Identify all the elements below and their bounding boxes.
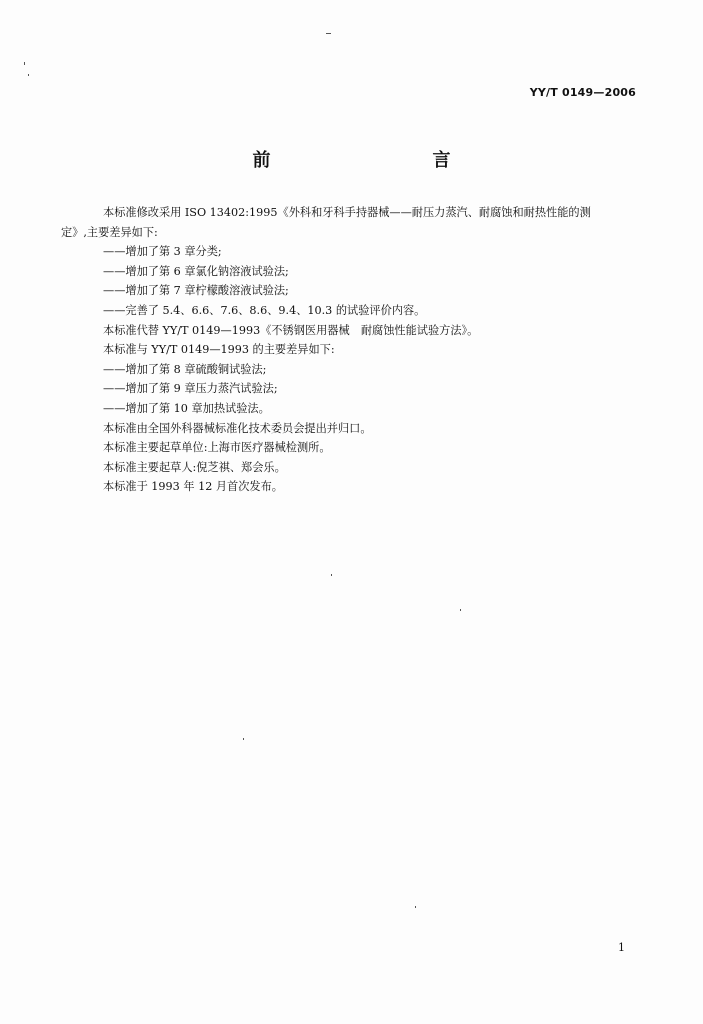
scan-mark [415, 906, 416, 908]
paragraph-drafters: 本标准主要起草人:倪芝祺、郑会乐。 [103, 460, 286, 474]
paragraph-differences: 本标准与 YY/T 0149—1993 的主要差异如下: [103, 343, 335, 357]
list-item: ——完善了 5.4、6.6、7.6、8.6、9.4、10.3 的试验评价内容。 [103, 303, 426, 317]
foreword-body [61, 203, 642, 497]
page-number: 1 [618, 941, 625, 954]
paragraph-adoption: 本标准修改采用 ISO 13402:1995《外科和牙科手持器械——耐压力蒸汽、耐腐蚀和耐热性能的测 [103, 206, 591, 219]
paragraph-replaces: 本标准代替 YY/T 0149—1993《不锈钢医用器械 耐腐蚀性能试验方法》。 [103, 323, 479, 337]
paragraph-proposed-by: 本标准由全国外科器械标准化技术委员会提出并归口。 [103, 421, 372, 435]
paragraph-adoption-cont: 定》,主要差异如下: [61, 225, 158, 239]
scan-mark [326, 33, 331, 34]
scan-mark [28, 74, 29, 76]
list-item: ——增加了第 6 章氯化钠溶液试验法; [103, 264, 289, 278]
page-title: 前 言 [252, 150, 493, 171]
list-item: ——增加了第 3 章分类; [103, 245, 222, 259]
list-item: ——增加了第 7 章柠檬酸溶液试验法; [103, 284, 289, 298]
scan-mark [331, 574, 332, 576]
scan-mark [243, 738, 244, 740]
paragraph-drafting-unit: 本标准主要起草单位:上海市医疗器械检测所。 [103, 441, 331, 455]
scan-mark [460, 609, 461, 611]
scan-mark [24, 62, 25, 65]
standard-code: YY/T 0149—2006 [529, 86, 636, 99]
list-item: ——增加了第 8 章硫酸铜试验法; [103, 362, 267, 376]
list-item: ——增加了第 10 章加热试验法。 [103, 401, 270, 415]
paragraph-first-published: 本标准于 1993 年 12 月首次发布。 [103, 480, 283, 494]
list-item: ——增加了第 9 章压力蒸汽试验法; [103, 382, 278, 396]
